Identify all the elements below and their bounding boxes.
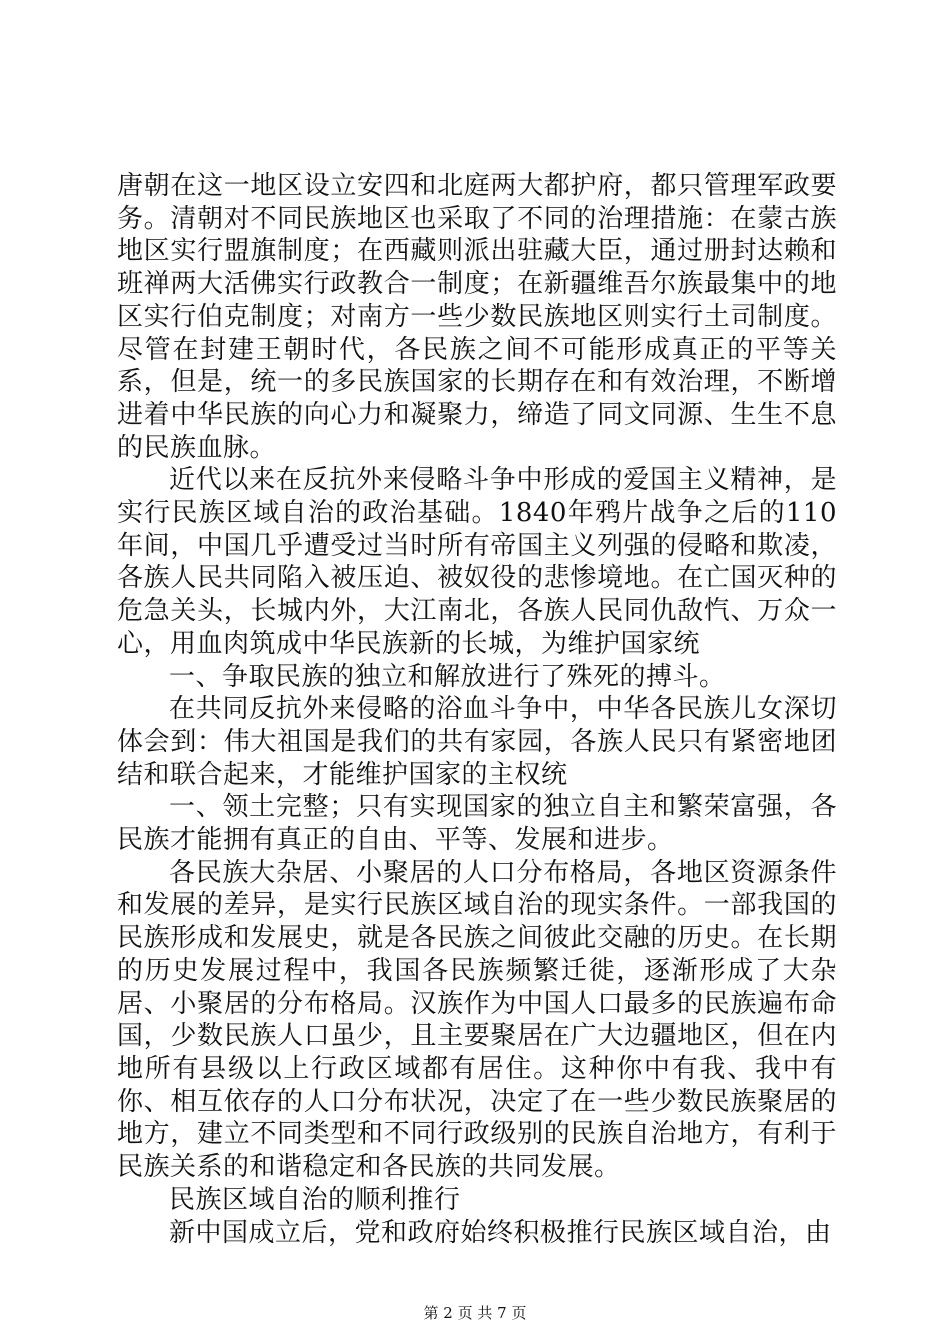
paragraph-1: 唐朝在这一地区设立安四和北庭两大都护府，都只管理军政要务。清朝对不同民族地区也采取了不同的治理措施：在蒙古族地区实行盟旗制度；在西藏则派出驻藏大臣，通过册封达赖和班禅两大活佛实行政教合一制度；在新疆维吾尔族最集中的地区实行伯克制度；对南方一些少数民族地区则实行土司制度。尽管在封建王朝时代，各民族之间不可能形成真正的平等关系，但是，统一的多民族国家的长期存在和有效治理，不断增进着中华民族的向心力和凝聚力，缔造了同文同源、生生不息的民族血脉。 [117,171,837,463]
section-heading: 民族区域自治的顺利推行 [169,1184,461,1215]
paragraph-4: 在共同反抗外来侵略的浴血斗争中，中华各民族儿女深切体会到：伟大祖国是我们的共有家园，各族人民只有紧密地团结和联合起来，才能维护国家的主权统 [117,694,837,790]
paragraph-3: 一、争取民族的独立和解放进行了殊死的搏斗。 [169,661,726,692]
paragraph-2: 近代以来在反抗外来侵略斗争中形成的爱国主义精神，是实行民族区域自治的政治基础。1840年鸦片战争之后的110年间，中国几乎遭受过当时所有帝国主义列强的侵略和欺凌，各族人民共同陷入被压迫、被奴役的悲惨境地。在亡国灭种的危急关头，长城内外，大江南北，各族人民同仇敌忾、万众一心，用血肉筑成中华民族新的长城，为维护国家统 [117,465,837,659]
paragraph-5: 一、领土完整；只有实现国家的独立自主和繁荣富强，各民族才能拥有真正的自由、平等、发展和进步。 [117,792,837,856]
paragraph-6: 各民族大杂居、小聚居的人口分布格局，各地区资源条件和发展的差异，是实行民族区域自治的现实条件。一部我国的民族形成和发展史，就是各民族之间彼此交融的历史。在长期的历史发展过程中，我国各民族频繁迁徙，逐渐形成了大杂居、小聚居的分布格局。汉族作为中国人口最多的民族遍布命国，少数民族人口虽少，且主要聚居在广大边疆地区，但在内地所有县级以上行政区域都有居住。这种你中有我、我中有你、相互依存的人口分布状况，决定了在一些少数民族聚居的地方，建立不同类型和不同行政级别的民族自治地方，有利于民族关系的和谐稳定和各民族的共同发展。 [117,857,837,1183]
paragraph-7: 新中国成立后，党和政府始终积极推行民族区域自治，由 [169,1217,832,1248]
page-number-footer: 第 2 页 共 7 页 [423,1304,527,1322]
document-body [117,170,837,1249]
